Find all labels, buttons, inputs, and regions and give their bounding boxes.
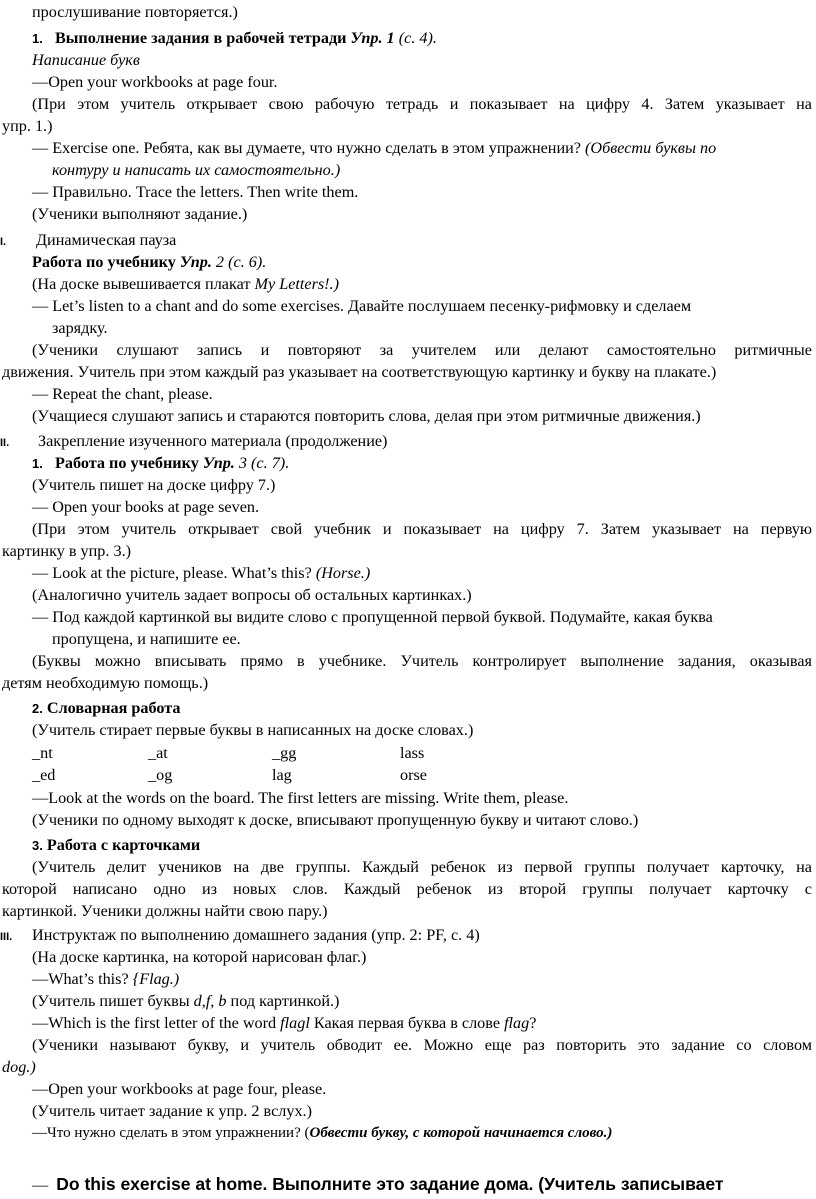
text-line: —Look at the words on the board. The first letters are missing. Write them, please. — [32, 789, 569, 807]
text-span: —Что нужно сделать в этом упражнении? ( — [32, 1125, 310, 1141]
italic-span: d,f, b — [193, 992, 227, 1010]
section-heading — [32, 835, 200, 856]
text-span: — Look at the picture, please. What’s this? — [32, 564, 312, 582]
text-span: под картинкой.) — [230, 992, 340, 1010]
section-heading — [0, 230, 6, 252]
subheading: Написание букв — [32, 51, 140, 69]
text-line: — Правильно. Trace the letters. Then write them. — [32, 183, 359, 201]
text-span: ? — [529, 1014, 537, 1032]
text-line: (При этом учитель открывает свою рабочую тетрадь и показывает на цифру 4. Затем указывает на — [32, 95, 812, 113]
text-line: картинкой. Ученики должны найти свою пару.) — [2, 902, 328, 920]
section-heading — [0, 431, 9, 453]
text-line: картинку в упр. 3.) — [2, 542, 132, 560]
text-span: —What’s this? — [32, 970, 129, 988]
text-line — [32, 138, 716, 158]
text-line: — Let’s listen to a chant and do some exercises. Давайте послушаем песенку-рифмовку и сделаем — [32, 297, 692, 315]
text-line: которой написано одно из новых слов. Каждый ребенок из второй группы получает карточку с — [2, 880, 812, 898]
text-line: (На доске картинка, на которой нарисован флаг.) — [32, 948, 367, 966]
italic-span: (Обвести буквы по — [585, 139, 717, 157]
bold-sans-span: Do this exercise at home. Выполните это задание дома. (Учитель записывает — [56, 1174, 724, 1194]
text-line — [32, 274, 339, 294]
heading-text: Динамическая пауза — [36, 231, 177, 249]
italic-span: flag — [504, 1014, 530, 1032]
bold-span: Работа по учебнику — [32, 253, 176, 271]
heading-text: Закрепление изученного материала (продолжение) — [38, 432, 388, 450]
text-line: зарядку. — [52, 319, 108, 337]
text-line: (Учитель делит учеников на две группы. Каждый ребенок из первой группы получает карточку, на — [32, 858, 812, 876]
roman-numeral: I. — [0, 236, 7, 248]
text-line: —Open your workbooks at page four, please. — [32, 1080, 327, 1098]
bold-italic-span: Упр. — [179, 253, 212, 271]
text-line — [32, 969, 179, 989]
section-heading — [32, 28, 437, 49]
text-line: (Буквы можно вписывать прямо в учебнике. Учитель контролирует выполнение задания, оказывая — [32, 652, 812, 670]
text-line: — Open your books at page seven. — [32, 498, 260, 516]
text-line: (Ученики по одному выходят к доске, вписывают пропущенную букву и читают слово.) — [32, 811, 639, 829]
text-line — [32, 1013, 536, 1033]
italic-span: {Flag.) — [132, 970, 180, 988]
text-line: детям необходимую помощь.) — [2, 674, 209, 692]
text-line: — Под каждой картинкой вы видите слово с пропущенной первой буквой. Подумайте, какая буква — [32, 608, 713, 626]
text-line: —Open your workbooks at page four. — [32, 73, 278, 91]
heading-text: Словарная работа — [46, 699, 181, 717]
text-line: (Ученики называют букву, и учитель обводит ее. Можно еще раз повторить это задание со словом — [32, 1036, 812, 1054]
text-span: (На доске вывешивается плакат — [32, 275, 251, 293]
bold-italic-span: Обвести букву, с которой начинается слово.) — [309, 1125, 613, 1141]
text-line: (Учитель стирает первые буквы в написанных на доске словах.) — [32, 721, 474, 739]
text-line: (Аналогично учитель задает вопросы об остальных картинках.) — [32, 586, 472, 604]
text-line: (Ученики слушают запись и повторяют за учителем или делают самостоятельно ритмичные — [32, 341, 812, 359]
italic-span: 3 (с. 7). — [238, 454, 290, 472]
section-heading — [32, 698, 181, 719]
text-span: —Which is the first letter of the word — [32, 1014, 277, 1032]
table-cell: _gg — [272, 744, 297, 762]
italic-span: 2 (с. 6). — [215, 253, 267, 271]
table-cell: lass — [400, 744, 425, 762]
section-number: 2. — [32, 701, 43, 716]
roman-numeral: III. — [0, 931, 13, 943]
text-line — [32, 1123, 612, 1143]
text-line: dog.) — [2, 1058, 36, 1076]
table-cell: lag — [272, 766, 292, 784]
text-line: контуру и написать их самостоятельно.) — [52, 161, 341, 179]
section-heading — [0, 925, 12, 947]
table-cell: orse — [400, 766, 427, 784]
section-number: 1. — [32, 31, 43, 46]
section-heading — [32, 453, 289, 474]
text-line: (При этом учитель открывает свой учебник и показывает на цифру 7. Затем указывает на первую — [32, 520, 812, 538]
heading-text: Выполнение задания в рабочей тетради — [54, 29, 347, 47]
text-line: движения. Учитель при этом каждый раз указывает на соответствующую картинку и букву на плакате.) — [2, 363, 717, 381]
table-cell: _og — [148, 766, 173, 784]
italic-span: (Horse.) — [315, 564, 371, 582]
bold-span: Работа по учебнику — [54, 454, 199, 472]
text-line — [32, 1174, 723, 1195]
em-dash: — — [32, 1176, 49, 1194]
text-line: упр. 1.) — [2, 117, 53, 135]
table-cell: _at — [148, 744, 168, 762]
italic-span: flagl — [280, 1014, 310, 1032]
text-line: (Учитель читает задание к упр. 2 вслух.) — [32, 1102, 312, 1120]
text-line: прослушивание повторяется.) — [32, 3, 238, 21]
text-line: пропущена, и напишите ее. — [52, 630, 241, 648]
text-line — [32, 563, 370, 583]
text-line: — Repeat the chant, please. — [32, 385, 213, 403]
text-span: — Exercise one. Ребята, как вы думаете, что нужно сделать в этом упражнении? — [32, 139, 581, 157]
section-number: 1. — [32, 456, 43, 471]
table-cell: _nt — [32, 744, 53, 762]
text-line: (Учащиеся слушают запись и стараются повторить слова, делая при этом ритмичные движения.) — [32, 407, 701, 425]
text-line — [32, 252, 266, 272]
roman-numeral: II. — [0, 437, 10, 449]
italic-span: My Letters!.) — [254, 275, 339, 293]
heading-text: Работа с карточками — [46, 836, 201, 854]
text-line: (Ученики выполняют задание.) — [32, 205, 248, 223]
text-line — [32, 991, 339, 1011]
heading-text: Инструктаж по выполнению домашнего задания (упр. 2: PF, с. 4) — [32, 926, 480, 944]
table-cell: _ed — [32, 766, 56, 784]
bold-italic-span: Упр. — [202, 454, 235, 472]
text-span: Какая первая буква в слове — [313, 1014, 501, 1032]
text-line: (Учитель пишет на доске цифру 7.) — [32, 476, 276, 494]
heading-exercise: Упр. 1 — [350, 29, 395, 47]
heading-page: (с. 4). — [398, 29, 437, 47]
text-span: (Учитель пишет буквы — [32, 992, 190, 1010]
section-number: 3. — [32, 838, 43, 853]
